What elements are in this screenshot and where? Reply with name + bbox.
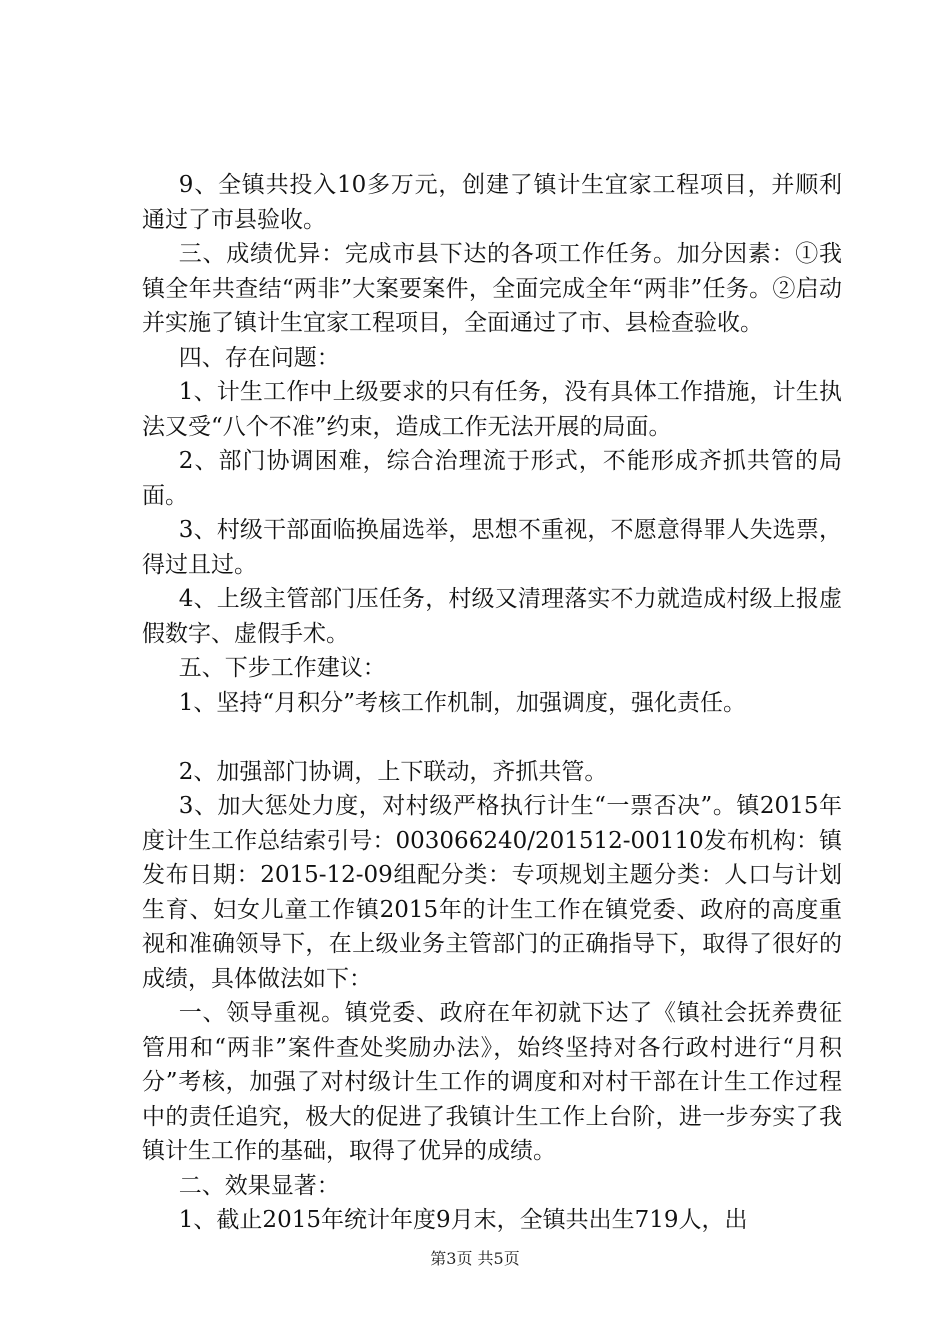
paragraph-problem-4: 4、上级主管部门压任务，村级又清理落实不力就造成村级上报虚假数字、虚假手术。 (142, 586, 842, 647)
paragraph-section-4-heading: 四、存在问题： (178, 344, 340, 371)
paragraph-section-2-heading: 二、效果显著： (178, 1172, 340, 1199)
paragraph-suggestion-3: 3、加大惩处力度，对村级严格执行计生“一票否决”。镇2015年度计生工作总结索引号：003066240/201512-00110发布机构：镇发布日期：2015-12-09组配分类：专项规划主题分类：人口与计划生育、妇女儿童工作镇2015年的计生工作在镇党委、政府的高度重视和准确领导下，在上级业务主管部门的正确指导下，取得了很好的成绩，具体做法如下： (142, 793, 842, 992)
paragraph-problem-3: 3、村级干部面临换届选举，思想不重视，不愿意得罪人失选票，得过且过。 (142, 517, 842, 578)
paragraph-item-9: 9、全镇共投入10多万元，创建了镇计生宜家工程项目，并顺利通过了市县验收。 (142, 172, 842, 233)
paragraph-suggestion-1: 1、坚持“月积分”考核工作机制，加强调度，强化责任。 (178, 689, 746, 716)
paragraph-section-5-heading: 五、下步工作建议： (178, 655, 386, 681)
paragraph-section-3-results: 三、成绩优异：完成市县下达的各项工作任务。加分因素：①我镇全年共查结“两非”大案要案件，全面完成全年“两非”任务。②启动并实施了镇计生宜家工程项目，全面通过了市、县检查验收。 (142, 241, 842, 336)
paragraph-section-1-leadership: 一、领导重视。镇党委、政府在年初就下达了《镇社会抚养费征管用和“两非”案件查处奖励办法》，始终坚持对各行政村进行“月积分”考核，加强了对村级计生工作的调度和对村干部在计生工作过程中的责任追究，极大的促进了我镇计生工作上台阶，进一步夯实了我镇计生工作的基础，取得了优异的成绩。 (142, 1000, 842, 1164)
paragraph-problem-2: 2、部门协调困难，综合治理流于形式，不能形成齐抓共管的局面。 (142, 448, 842, 509)
paragraph-problem-1: 1、计生工作中上级要求的只有任务，没有具体工作措施，计生执法又受“八个不准”约束，造成工作无法开展的局面。 (142, 379, 842, 440)
paragraph-effect-1: 1、截止2015年统计年度9月末，全镇共出生719人，出 (178, 1207, 748, 1233)
document-body (142, 168, 842, 1238)
paragraph-suggestion-2: 2、加强部门协调，上下联动，齐抓共管。 (178, 758, 608, 785)
page-number-footer: 第3页 共5页 (430, 1249, 520, 1268)
